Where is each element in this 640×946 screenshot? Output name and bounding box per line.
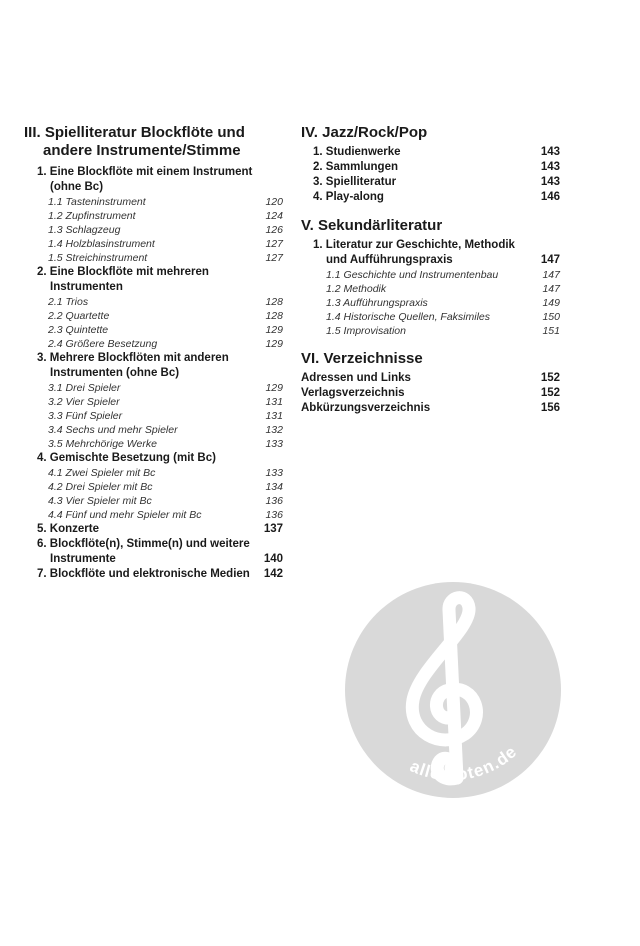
toc-entry-page: 143 bbox=[540, 176, 560, 188]
toc-entry-page: 131 bbox=[265, 410, 283, 422]
toc-entry-page: 133 bbox=[265, 438, 283, 450]
toc-entry-page: 132 bbox=[265, 424, 283, 436]
toc-entry-number: 1.5 bbox=[48, 252, 63, 264]
toc-left-column bbox=[24, 124, 283, 582]
toc-entry-page: 142 bbox=[263, 568, 283, 580]
toc-entry bbox=[301, 371, 560, 386]
toc-entry-continuation: (ohne Bc) bbox=[50, 181, 104, 193]
toc-entry-continuation: Instrumente bbox=[50, 553, 116, 565]
toc-subentry bbox=[301, 324, 560, 338]
toc-entry-text: Zupfinstrument bbox=[65, 210, 136, 222]
toc-entry-page: 156 bbox=[540, 402, 560, 414]
toc-entry-label bbox=[48, 195, 265, 209]
toc-entry-text: Studienwerke bbox=[325, 146, 401, 158]
toc-entry-number: 1.3 bbox=[326, 297, 341, 309]
toc-entry-text: Gemischte Besetzung (mit Bc) bbox=[49, 452, 216, 464]
toc-entry-page: 151 bbox=[542, 325, 560, 337]
toc-entry-number: 3.4 bbox=[48, 424, 63, 436]
toc-entry bbox=[301, 238, 560, 268]
toc-entry-page: 140 bbox=[263, 553, 283, 565]
toc-entry-page: 134 bbox=[265, 481, 283, 493]
toc-subentry bbox=[24, 251, 283, 265]
toc-entry-page: 143 bbox=[540, 146, 560, 158]
toc-entry-text: Zwei Spieler mit Bc bbox=[65, 467, 156, 479]
toc-entry-number: 3.3 bbox=[48, 410, 63, 422]
toc-entry-label bbox=[37, 265, 283, 295]
toc-entry-text: Literatur zur Geschichte, Methodik bbox=[325, 239, 515, 251]
toc-entry-text: Methodik bbox=[343, 283, 387, 295]
toc-entry-label bbox=[48, 480, 265, 494]
toc-entry-page: 128 bbox=[265, 296, 283, 308]
toc-entry-text: Blockflöte(n), Stimme(n) und weitere bbox=[49, 538, 250, 550]
toc-subentry bbox=[24, 508, 283, 522]
toc-entry-page: 127 bbox=[265, 238, 283, 250]
toc-entry-number: 1.1 bbox=[326, 269, 341, 281]
toc-entry-page: 136 bbox=[265, 509, 283, 521]
toc-entry-number: 4.3 bbox=[48, 495, 63, 507]
section-title-line1: III. Spielliteratur Blockflöte und bbox=[24, 124, 245, 141]
toc-entry-label bbox=[313, 145, 541, 160]
toc-entry-label bbox=[48, 223, 265, 237]
toc-entry-page: 126 bbox=[265, 224, 283, 236]
watermark-text: alle-noten.de bbox=[407, 741, 521, 785]
toc-entry-text: Vier Spieler mit Bc bbox=[65, 495, 152, 507]
toc-subentry bbox=[24, 237, 283, 251]
toc-entry-label bbox=[37, 451, 283, 466]
toc-entry-label bbox=[37, 522, 264, 537]
toc-entry-label bbox=[37, 567, 264, 582]
toc-entries-spielliteratur bbox=[24, 165, 283, 582]
toc-entry-label bbox=[48, 381, 265, 395]
toc-entry-number: 1.5 bbox=[326, 325, 341, 337]
toc-entry-text: Konzerte bbox=[49, 523, 99, 535]
toc-entry-label bbox=[48, 209, 265, 223]
toc-entry-number: 1.2 bbox=[326, 283, 341, 295]
toc-subentry bbox=[24, 395, 283, 409]
toc-subentry bbox=[24, 409, 283, 423]
toc-entry-page: 129 bbox=[265, 382, 283, 394]
toc-subentry bbox=[301, 282, 560, 296]
toc-entry-label bbox=[48, 466, 265, 480]
watermark-logo bbox=[345, 582, 561, 798]
toc-entry-text: Größere Besetzung bbox=[65, 338, 158, 350]
toc-entry-label bbox=[48, 309, 265, 323]
toc-entry-text: Aufführungspraxis bbox=[343, 297, 428, 309]
toc-entry-label bbox=[48, 508, 265, 522]
toc-entry-text: Trios bbox=[65, 296, 89, 308]
toc-entry bbox=[24, 537, 283, 567]
toc-entry-label bbox=[48, 494, 265, 508]
toc-entry-number: 3.5 bbox=[48, 438, 63, 450]
toc-entry-text: Play-along bbox=[325, 191, 384, 203]
toc-entry-label bbox=[326, 268, 542, 282]
toc-entry bbox=[24, 567, 283, 582]
toc-entries-jazz bbox=[301, 145, 560, 205]
toc-entry-number: 3.1 bbox=[48, 382, 63, 394]
section-title-jazz: IV. Jazz/Rock/Pop bbox=[301, 124, 428, 141]
toc-entry-label bbox=[301, 401, 541, 416]
toc-entry-label bbox=[48, 251, 265, 265]
toc-entry-page: 147 bbox=[542, 283, 560, 295]
toc-entry bbox=[301, 386, 560, 401]
toc-entry-number: 4.1 bbox=[48, 467, 63, 479]
toc-entry-number: 7. bbox=[37, 568, 47, 580]
toc-entry bbox=[301, 160, 560, 175]
toc-entry-label bbox=[48, 409, 265, 423]
toc-entry bbox=[301, 401, 560, 416]
toc-entry-page: 133 bbox=[265, 467, 283, 479]
toc-entry-page: 129 bbox=[265, 324, 283, 336]
toc-entry-page: 120 bbox=[265, 196, 283, 208]
toc-entry-number: 1.1 bbox=[48, 196, 63, 208]
toc-subentry bbox=[24, 494, 283, 508]
toc-entry-text: Quartette bbox=[65, 310, 110, 322]
toc-entry-number: 3. bbox=[313, 176, 323, 188]
toc-entry bbox=[301, 145, 560, 160]
toc-entry-text: Historische Quellen, Faksimiles bbox=[343, 311, 490, 323]
toc-entry-number: 1.3 bbox=[48, 224, 63, 236]
toc-entry bbox=[301, 175, 560, 190]
toc-entries-sekundaerliteratur bbox=[301, 238, 560, 338]
toc-entry-number: 1.2 bbox=[48, 210, 63, 222]
toc-entry-text: Quintette bbox=[65, 324, 109, 336]
toc-entry-label bbox=[326, 282, 542, 296]
toc-entry-number: 4.2 bbox=[48, 481, 63, 493]
toc-entry-number: 1.4 bbox=[48, 238, 63, 250]
toc-subentry bbox=[24, 337, 283, 351]
toc-entry-label bbox=[301, 386, 541, 401]
toc-entry-number: 6. bbox=[37, 538, 47, 550]
toc-entry-label bbox=[48, 395, 265, 409]
toc-entry bbox=[24, 351, 283, 381]
toc-subentry bbox=[24, 209, 283, 223]
toc-subentry bbox=[24, 381, 283, 395]
toc-entry-label bbox=[313, 190, 541, 205]
toc-entry bbox=[24, 165, 283, 195]
toc-entry-text: Drei Spieler bbox=[65, 382, 121, 394]
toc-entry-text: Blockflöte und elektronische Medien bbox=[49, 568, 250, 580]
section-title-verzeichnisse: VI. Verzeichnisse bbox=[301, 350, 423, 367]
toc-entry-number: 2.1 bbox=[48, 296, 63, 308]
toc-subentry bbox=[301, 268, 560, 282]
toc-entries-verzeichnisse bbox=[301, 371, 560, 416]
section-title-sekundaerliteratur: V. Sekundärliteratur bbox=[301, 217, 443, 234]
toc-entry-text: Fünf Spieler bbox=[65, 410, 123, 422]
toc-entry-number: 1.4 bbox=[326, 311, 341, 323]
toc-entry-text: Abkürzungsverzeichnis bbox=[301, 402, 431, 414]
toc-entry-label bbox=[48, 423, 265, 437]
toc-entry-page: 124 bbox=[265, 210, 283, 222]
toc-entry-text: Sammlungen bbox=[325, 161, 399, 173]
toc-entry-label bbox=[301, 371, 541, 386]
toc-entry-text: Mehrere Blockflöten mit anderen bbox=[49, 352, 229, 364]
toc-entry bbox=[301, 190, 560, 205]
toc-right-column bbox=[301, 124, 560, 416]
toc-subentry bbox=[301, 296, 560, 310]
toc-entry-number: 4. bbox=[37, 452, 47, 464]
toc-subentry bbox=[24, 309, 283, 323]
toc-entry-number: 2.4 bbox=[48, 338, 63, 350]
toc-entry-page: 127 bbox=[265, 252, 283, 264]
toc-subentry bbox=[24, 323, 283, 337]
toc-entry-label bbox=[37, 537, 264, 567]
toc-entry-page: 152 bbox=[540, 372, 560, 384]
toc-entry-text: Spielliteratur bbox=[325, 176, 397, 188]
toc-entry-page: 136 bbox=[265, 495, 283, 507]
toc-entry-continuation: Instrumenten bbox=[50, 281, 123, 293]
toc-subentry bbox=[24, 423, 283, 437]
toc-entry-text: Vier Spieler bbox=[65, 396, 120, 408]
toc-entry-label bbox=[48, 337, 265, 351]
toc-entry-label bbox=[313, 160, 541, 175]
toc-entry-label bbox=[313, 175, 541, 190]
toc-subentry bbox=[24, 437, 283, 451]
toc-entry-text: Geschichte und Instrumentenbau bbox=[343, 269, 499, 281]
toc-subentry bbox=[24, 480, 283, 494]
toc-entry-number: 2.2 bbox=[48, 310, 63, 322]
section-title-line2: andere Instrumente/Stimme bbox=[43, 142, 241, 159]
toc-entry-number: 2.3 bbox=[48, 324, 63, 336]
toc-entry-number: 5. bbox=[37, 523, 47, 535]
toc-subentry bbox=[24, 466, 283, 480]
toc-entry-number: 4. bbox=[313, 191, 323, 203]
toc-entry-label bbox=[48, 323, 265, 337]
toc-entry-label bbox=[37, 351, 283, 381]
toc-entry-page: 128 bbox=[265, 310, 283, 322]
toc-entry-text: Holzblasinstrument bbox=[65, 238, 155, 250]
toc-entry-number: 1. bbox=[37, 166, 47, 178]
toc-entry-text: Eine Blockflöte mit mehreren bbox=[49, 266, 209, 278]
toc-entry-number: 3.2 bbox=[48, 396, 63, 408]
toc-entry-page: 152 bbox=[540, 387, 560, 399]
toc-entry-page: 143 bbox=[540, 161, 560, 173]
toc-entry-page: 131 bbox=[265, 396, 283, 408]
toc-entry bbox=[24, 265, 283, 295]
toc-entry-number: 2. bbox=[313, 161, 323, 173]
toc-entry-text: Adressen und Links bbox=[301, 372, 411, 384]
toc-entry-number: 3. bbox=[37, 352, 47, 364]
toc-entry-number: 1. bbox=[313, 146, 323, 158]
toc-subentry bbox=[301, 310, 560, 324]
toc-entry-page: 129 bbox=[265, 338, 283, 350]
toc-entry-page: 146 bbox=[540, 191, 560, 203]
toc-entry-page: 137 bbox=[263, 523, 283, 535]
section-title-spielliteratur bbox=[24, 124, 283, 160]
toc-entry-page: 149 bbox=[542, 297, 560, 309]
toc-subentry bbox=[24, 295, 283, 309]
toc-entry-label bbox=[48, 237, 265, 251]
toc-entry-text: Mehrchörige Werke bbox=[65, 438, 157, 450]
toc-entry-label bbox=[326, 296, 542, 310]
toc-subentry bbox=[24, 195, 283, 209]
toc-entry-label bbox=[326, 310, 542, 324]
toc-entry-number: 4.4 bbox=[48, 509, 63, 521]
toc-entry-text: Fünf und mehr Spieler mit Bc bbox=[65, 509, 202, 521]
toc-entry-text: Schlagzeug bbox=[65, 224, 121, 236]
toc-entry-text: Eine Blockflöte mit einem Instrument bbox=[49, 166, 253, 178]
toc-entry-text: Tasteninstrument bbox=[65, 196, 146, 208]
toc-entry-label bbox=[37, 165, 283, 195]
toc-entry-continuation: und Aufführungspraxis bbox=[326, 254, 453, 266]
toc-entry-page: 147 bbox=[540, 254, 560, 266]
toc-entry-text: Drei Spieler mit Bc bbox=[65, 481, 153, 493]
toc-subentry bbox=[24, 223, 283, 237]
toc-entry-text: Sechs und mehr Spieler bbox=[65, 424, 178, 436]
toc-entry-label bbox=[48, 295, 265, 309]
toc-entry bbox=[24, 522, 283, 537]
toc-entry-text: Streichinstrument bbox=[65, 252, 148, 264]
toc-entry-label bbox=[326, 324, 542, 338]
toc-entry-continuation: Instrumenten (ohne Bc) bbox=[50, 367, 180, 379]
toc-entry bbox=[24, 451, 283, 466]
toc-entry-page: 147 bbox=[542, 269, 560, 281]
toc-entry-page: 150 bbox=[542, 311, 560, 323]
toc-entry-number: 2. bbox=[37, 266, 47, 278]
toc-entry-label bbox=[313, 238, 541, 268]
toc-entry-number: 1. bbox=[313, 239, 323, 251]
toc-entry-text: Verlagsverzeichnis bbox=[301, 387, 405, 399]
toc-entry-text: Improvisation bbox=[343, 325, 406, 337]
toc-entry-label bbox=[48, 437, 265, 451]
